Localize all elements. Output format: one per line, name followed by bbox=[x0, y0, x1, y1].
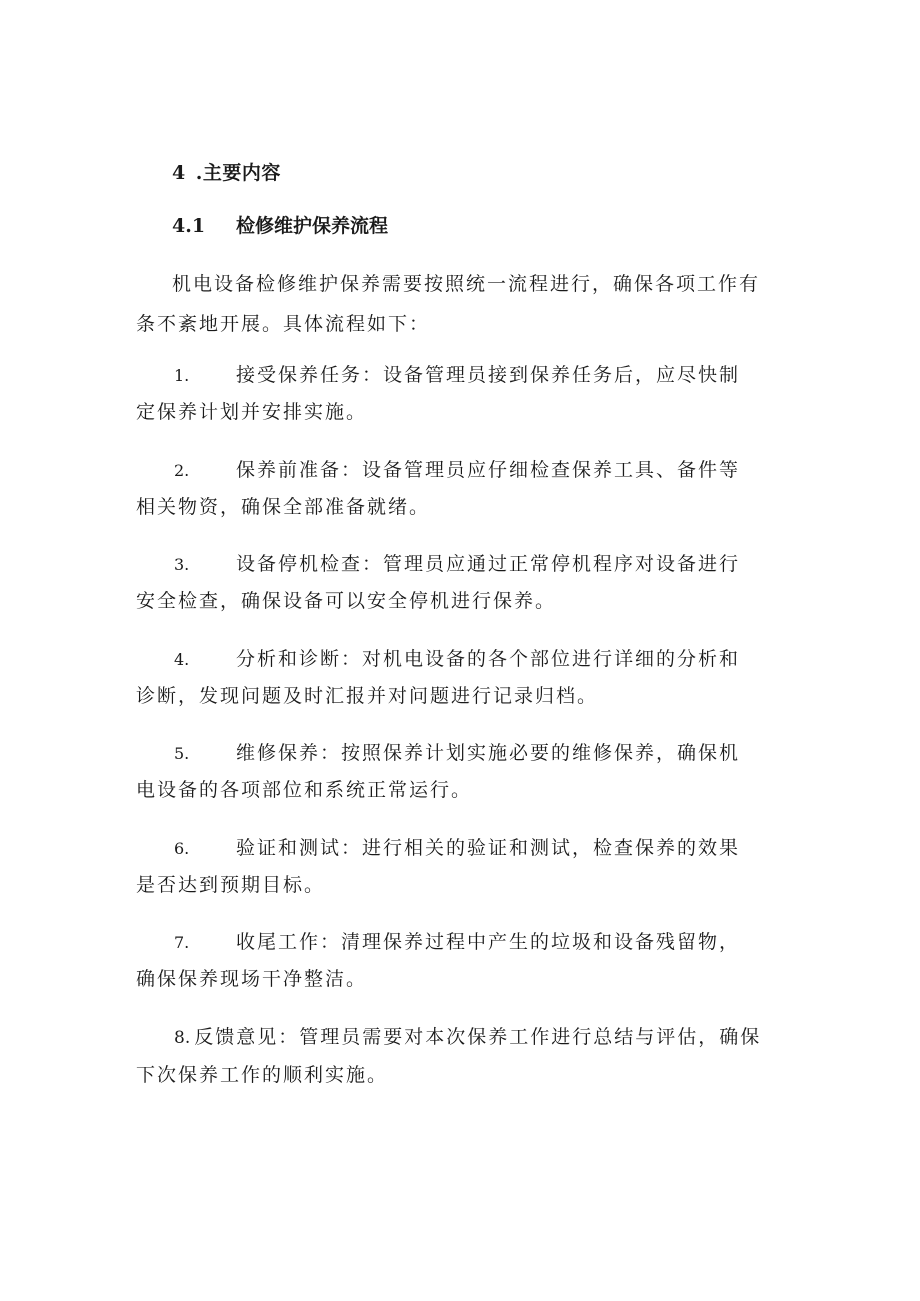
intro-text: 机电设备检修维护保养需要按照统一流程进行，确保各项工作有条不紊地开展。具体流程如下： bbox=[136, 273, 761, 335]
step-text: 收尾工作：清理保养过程中产生的垃圾和设备残留物，确保保养现场干净整洁。 bbox=[136, 931, 741, 990]
list-item bbox=[136, 1019, 776, 1094]
subsection-title: 检修维护保养流程 bbox=[236, 215, 389, 237]
intro-paragraph bbox=[136, 264, 780, 344]
step-text: 接受保养任务：设备管理员接到保养任务后，应尽快制定保养计划并安排实施。 bbox=[136, 364, 741, 423]
list-item bbox=[136, 452, 756, 526]
step-number: 1. bbox=[174, 366, 190, 385]
step-number: 2. bbox=[174, 461, 190, 480]
list-item bbox=[136, 735, 756, 809]
step-number: 6. bbox=[174, 839, 190, 858]
step-number: 8. bbox=[174, 1028, 191, 1048]
step-number: 4. bbox=[174, 650, 190, 669]
section-number: 4 bbox=[172, 162, 186, 184]
list-item bbox=[136, 830, 756, 904]
section-title: .主要内容 bbox=[195, 162, 281, 184]
list-item bbox=[136, 546, 756, 620]
subsection-heading bbox=[172, 211, 388, 238]
step-text: 设备停机检查：管理员应通过正常停机程序对设备进行安全检查，确保设备可以安全停机进行保养。 bbox=[136, 553, 741, 612]
list-item bbox=[136, 357, 756, 431]
step-text: 反馈意见：管理员需要对本次保养工作进行总结与评估，确保下次保养工作的顺利实施。 bbox=[136, 1026, 762, 1086]
step-number: 5. bbox=[174, 744, 190, 763]
step-number: 7. bbox=[174, 933, 190, 952]
list-item bbox=[136, 924, 756, 998]
subsection-number: 4.1 bbox=[172, 215, 206, 237]
list-item bbox=[136, 641, 756, 715]
step-number: 3. bbox=[174, 555, 190, 574]
step-text: 维修保养：按照保养计划实施必要的维修保养，确保机电设备的各项部位和系统正常运行。 bbox=[136, 742, 741, 801]
step-text: 分析和诊断：对机电设备的各个部位进行详细的分析和诊断，发现问题及时汇报并对问题进行记录归档。 bbox=[136, 648, 741, 707]
step-text: 验证和测试：进行相关的验证和测试，检查保养的效果是否达到预期目标。 bbox=[136, 837, 741, 896]
section-heading bbox=[172, 158, 281, 185]
step-text: 保养前准备：设备管理员应仔细检查保养工具、备件等相关物资，确保全部准备就绪。 bbox=[136, 459, 741, 518]
